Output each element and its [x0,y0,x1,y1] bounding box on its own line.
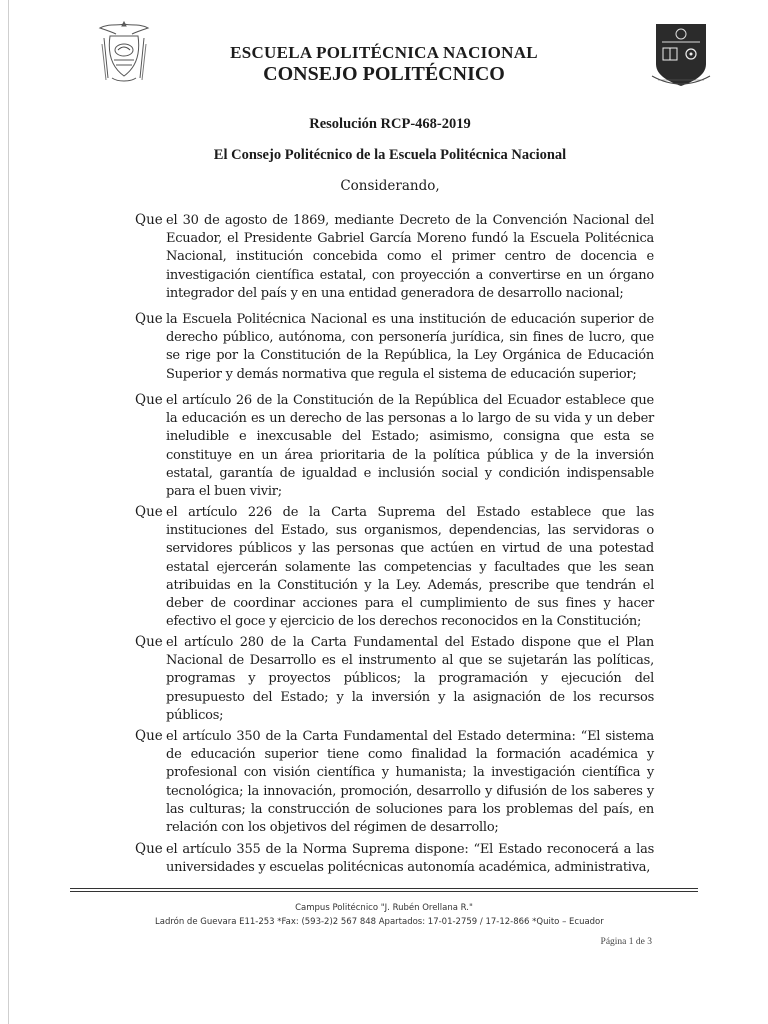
clause-text: el 30 de agosto de 1869, mediante Decreto de la Convención Nacional del Ecuador, el Presidente Gabriel García Moreno fundó la Escuela Politécnica Nacional, institución concebida como el primer centro de docencia e investigación científica estatal, con proyección a convertirse en un órgano integrador del país y en una entidad generadora de desarrollo nacional; [166,213,654,301]
clause-text: el artículo 226 de la Carta Suprema del Estado establece que las instituciones del Estado, sus organismos, dependencias, las servidoras o servidores públicos y las personas que actúen en virtud de una potestad estatal ejercerán solamente las competencias y facultades que les sean atribuidas en la Constitución y la Ley. Además, prescribe que tendrán el deber de coordinar acciones para el cumplimiento de sus fines y hacer efectivo el goce y ejercicio de los derechos reconocidos en la Constitución; [166,505,654,630]
footer-divider [70,888,698,889]
clause-text: el artículo 280 de la Carta Fundamental del Estado dispone que el Plan Nacional de Desarrollo es el instrumento al que se sujetarán las políticas, programas y proyectos públicos; la programación y ejecución del presupuesto del Estado; y la inversión y la asignación de los recursos públicos; [166,635,654,723]
clause-text: la Escuela Politécnica Nacional es una institución de educación superior de derecho público, autónoma, con personería jurídica, sin fines de lucro, que se rige por la Constitución de la República, la Ley Orgánica de Educación Superior y demás normativa que regula el sistema de educación superior; [166,312,654,382]
council-name: CONSEJO POLITÉCNICO [263,63,505,85]
clause-text: el artículo 350 de la Carta Fundamental del Estado determina: “El sistema de educación superior tiene como finalidad la formación académica y profesional con visión científica y humanista; la investigación científica y tecnológica; la innovación, promoción, desarrollo y difusión de los saberes y las culturas; la construcción de soluciones para los problemas del país, en relación con los objetivos del régimen de desarrollo; [166,729,654,836]
page-number: Página 1 de 3 [600,937,652,947]
resolution-number: Resolución RCP-468-2019 [309,116,471,132]
footer-divider [70,891,698,892]
footer-campus: Campus Politécnico "J. Rubén Orellana R." [295,903,473,913]
clause-label: Que [135,392,163,408]
clause-label: Que [135,728,163,744]
clause-label: Que [135,212,163,228]
clause-text: el artículo 355 de la Norma Suprema dispone: “El Estado reconocerá a las universidades y escuelas politécnicas autonomía académica, administrativa, [166,842,654,876]
clause-text: el artículo 26 de la Constitución de la República del Ecuador establece que la educación es un derecho de las personas a lo largo de su vida y un deber ineludible e inexcusable del Estado; asimismo, consigna que esta se constituye en un área prioritaria de la política pública y de la inversión estatal, garantía de igualdad e inclusión social y condición indispensable para el buen vivir; [166,393,654,500]
footer-address: Ladrón de Guevara E11-253 *Fax: (593-2)2 567 848 Apartados: 17-01-2759 / 17-12-866 *Quito – Ecuador [155,917,604,927]
clause-label: Que [135,634,163,650]
clause-label: Que [135,504,163,520]
clause-label: Que [135,841,163,857]
issuer-heading: El Consejo Politécnico de la Escuela Politécnica Nacional [213,147,567,163]
clause-label: Que [135,311,163,327]
preamble: Considerando, [340,178,440,194]
institution-name: ESCUELA POLITÉCNICA NACIONAL [230,43,538,62]
